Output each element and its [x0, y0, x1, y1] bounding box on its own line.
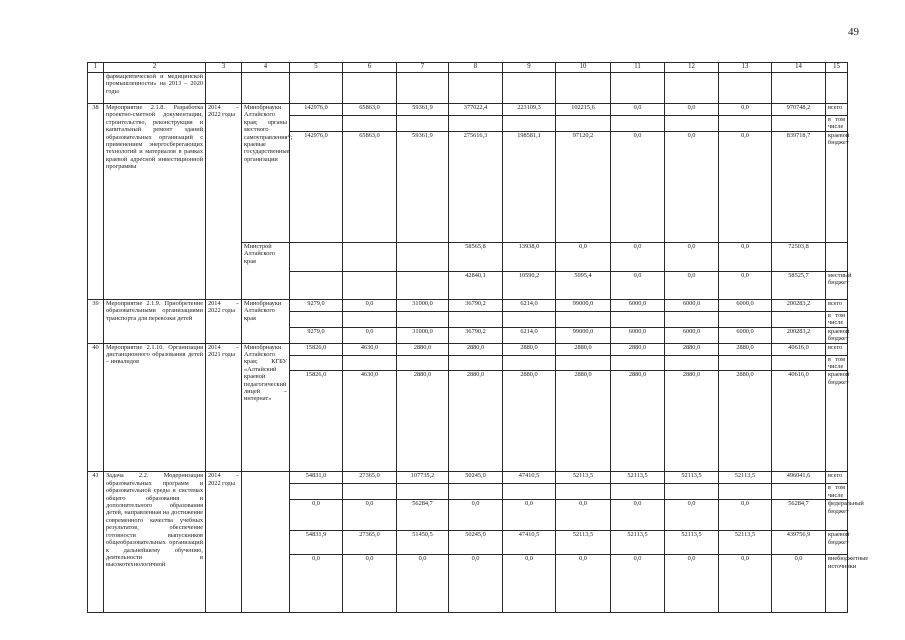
value-cell: 97120,2 — [556, 131, 611, 242]
funding-source: в том числе — [826, 116, 848, 132]
value-cell: 65863,0 — [343, 104, 397, 116]
column-header: 12 — [665, 63, 719, 73]
value-cell: 0,0 — [772, 555, 826, 613]
value-cell — [503, 311, 556, 327]
empty-cell — [826, 73, 848, 104]
value-cell: 13938,0 — [503, 242, 556, 271]
column-header: 13 — [719, 63, 772, 73]
value-cell — [503, 484, 556, 500]
value-cell — [343, 311, 397, 327]
value-cell: 275616,3 — [449, 131, 503, 242]
value-cell: 2880,0 — [665, 343, 719, 355]
value-cell — [397, 484, 449, 500]
value-cell: 0,0 — [343, 327, 397, 343]
value-cell — [719, 116, 772, 132]
value-cell: 0,0 — [665, 271, 719, 299]
row-number: 41 — [88, 472, 104, 613]
value-cell — [343, 484, 397, 500]
value-cell: 839718,7 — [772, 131, 826, 242]
value-cell: 0,0 — [719, 104, 772, 116]
value-cell: 0,0 — [611, 500, 665, 531]
value-cell: 10590,2 — [503, 271, 556, 299]
empty-cell — [242, 73, 290, 104]
value-cell — [556, 311, 611, 327]
period: 2014 – 2022 годы — [206, 472, 242, 613]
value-cell: 0,0 — [449, 500, 503, 531]
continuation-row — [88, 73, 848, 104]
value-cell — [397, 311, 449, 327]
value-cell: 2880,0 — [665, 371, 719, 472]
value-cell: 0,0 — [290, 555, 343, 613]
value-cell — [449, 116, 503, 132]
measure-name: Мероприятие 2.1.9. Приобретение образовательными организациями транспорта для перевозки детей — [104, 299, 206, 343]
value-cell: 59361,9 — [397, 104, 449, 116]
funding-source: федеральный бюджет — [826, 500, 848, 531]
table-row — [88, 104, 848, 116]
value-cell: 0,0 — [611, 104, 665, 116]
value-cell: 2880,0 — [556, 371, 611, 472]
value-cell: 439756,9 — [772, 531, 826, 555]
value-cell: 52113,5 — [665, 472, 719, 484]
empty-cell — [397, 73, 449, 104]
value-cell — [397, 355, 449, 371]
executor: Минобрнауки Алтайского края — [242, 299, 290, 343]
value-cell — [343, 355, 397, 371]
value-cell: 0,0 — [343, 555, 397, 613]
value-cell — [503, 116, 556, 132]
value-cell: 0,0 — [343, 299, 397, 311]
value-cell: 0,0 — [719, 500, 772, 531]
value-cell: 2880,0 — [503, 371, 556, 472]
column-header: 7 — [397, 63, 449, 73]
funding-source: в том числе — [826, 484, 848, 500]
value-cell: 47410,5 — [503, 472, 556, 484]
value-cell: 2880,0 — [611, 343, 665, 355]
value-cell: 377022,4 — [449, 104, 503, 116]
value-cell: 58565,8 — [449, 242, 503, 271]
empty-cell — [665, 73, 719, 104]
value-cell: 5095,4 — [556, 271, 611, 299]
header-row — [88, 63, 848, 73]
column-header: 6 — [343, 63, 397, 73]
value-cell — [665, 311, 719, 327]
value-cell: 58525,7 — [772, 271, 826, 299]
value-cell — [449, 311, 503, 327]
value-cell: 2880,0 — [719, 343, 772, 355]
value-cell: 0,0 — [556, 555, 611, 613]
value-cell: 6214,0 — [503, 299, 556, 311]
value-cell — [556, 116, 611, 132]
budget-table — [87, 62, 869, 613]
measure-name: Задача 2.2. Модернизация образовательных программ и образовательной среды в системах общего образования и дополнительного образования детей, направленная на достижение современного качества учебных результатов, обеспечение готовности выпускников общеобразовательных организаций к дальнейшему обучению, деятельности в высокотехнологичной — [104, 472, 206, 613]
continuation-text: фармацевтической и медицинской промышленности» на 2013 – 2020 годы — [104, 73, 206, 104]
value-cell — [772, 484, 826, 500]
empty-cell — [611, 73, 665, 104]
value-cell: 6000,0 — [719, 299, 772, 311]
table-row — [88, 472, 848, 484]
value-cell: 47410,5 — [503, 531, 556, 555]
value-cell: 52113,5 — [556, 531, 611, 555]
value-cell: 52113,5 — [719, 472, 772, 484]
value-cell: 52113,5 — [719, 531, 772, 555]
value-cell: 198581,1 — [503, 131, 556, 242]
value-cell: 59361,9 — [397, 131, 449, 242]
value-cell: 36790,2 — [449, 327, 503, 343]
value-cell: 2880,0 — [503, 343, 556, 355]
value-cell — [449, 355, 503, 371]
value-cell: 6000,0 — [611, 327, 665, 343]
value-cell — [719, 311, 772, 327]
value-cell — [665, 116, 719, 132]
value-cell: 0,0 — [665, 500, 719, 531]
value-cell: 99000,0 — [556, 327, 611, 343]
value-cell: 54831,0 — [290, 472, 343, 484]
value-cell: 0,0 — [665, 131, 719, 242]
value-cell: 200283,2 — [772, 299, 826, 311]
value-cell: 51450,5 — [397, 531, 449, 555]
value-cell: 102215,6 — [556, 104, 611, 116]
period: 2014 – 2022 годы — [206, 104, 242, 300]
value-cell: 0,0 — [343, 500, 397, 531]
funding-source — [826, 242, 848, 271]
page-number: 49 — [848, 26, 859, 38]
executor — [242, 472, 290, 613]
measure-name: Мероприятие 2.1.8. Разработка проектно-сметной документации, строительство, реконструкция и капитальный ремонт зданий образовательных организаций с применением энергосберегающих технологий и материалов в рамках краевой адресной инвестиционной программы — [104, 104, 206, 300]
value-cell: 0,0 — [397, 555, 449, 613]
value-cell: 2880,0 — [449, 343, 503, 355]
value-cell: 2880,0 — [397, 371, 449, 472]
value-cell: 0,0 — [556, 242, 611, 271]
value-cell: 970748,2 — [772, 104, 826, 116]
value-cell: 6000,0 — [665, 299, 719, 311]
empty-cell — [503, 73, 556, 104]
value-cell: 52113,5 — [611, 472, 665, 484]
value-cell: 31000,0 — [397, 299, 449, 311]
column-header: 4 — [242, 63, 290, 73]
value-cell — [665, 484, 719, 500]
funding-source: местный бюджет — [826, 271, 848, 299]
value-cell — [290, 484, 343, 500]
value-cell: 0,0 — [556, 500, 611, 531]
period: 2014 – 2021 годы — [206, 343, 242, 472]
value-cell: 2880,0 — [719, 371, 772, 472]
empty-cell — [556, 73, 611, 104]
value-cell: 0,0 — [611, 271, 665, 299]
column-header: 8 — [449, 63, 503, 73]
funding-source: всего — [826, 104, 848, 116]
funding-source: всего — [826, 343, 848, 355]
value-cell: 15826,0 — [290, 371, 343, 472]
column-header: 15 — [826, 63, 848, 73]
value-cell: 15826,0 — [290, 343, 343, 355]
value-cell — [665, 355, 719, 371]
value-cell: 0,0 — [665, 555, 719, 613]
value-cell: 0,0 — [611, 242, 665, 271]
value-cell: 0,0 — [719, 242, 772, 271]
executor: Минобрнауки Алтайского края; органы местного самоуправления*; краевые государственные организации — [242, 104, 290, 243]
funding-source: краевой бюджет — [826, 327, 848, 343]
value-cell: 0,0 — [503, 555, 556, 613]
column-header: 10 — [556, 63, 611, 73]
value-cell: 6000,0 — [611, 299, 665, 311]
value-cell: 0,0 — [665, 242, 719, 271]
funding-source: краевой бюджет — [826, 531, 848, 555]
value-cell: 27365,0 — [343, 472, 397, 484]
value-cell: 142976,0 — [290, 104, 343, 116]
value-cell — [343, 116, 397, 132]
value-cell: 27365,0 — [343, 531, 397, 555]
value-cell: 2880,0 — [397, 343, 449, 355]
row-number: 40 — [88, 343, 104, 472]
value-cell: 107735,2 — [397, 472, 449, 484]
value-cell: 40616,0 — [772, 343, 826, 355]
empty-cell — [772, 73, 826, 104]
value-cell: 4630,0 — [343, 371, 397, 472]
value-cell: 36790,2 — [449, 299, 503, 311]
empty-cell — [719, 73, 772, 104]
value-cell — [290, 116, 343, 132]
value-cell — [343, 242, 397, 271]
value-cell — [611, 355, 665, 371]
value-cell — [719, 355, 772, 371]
value-cell — [397, 242, 449, 271]
empty-cell — [206, 73, 242, 104]
value-cell — [397, 271, 449, 299]
value-cell: 2880,0 — [556, 343, 611, 355]
executor: Минобрнауки Алтайского края; КГБУ «Алтайский краевой педагогический лицей – интернат» — [242, 343, 290, 472]
row-number: 39 — [88, 299, 104, 343]
value-cell: 0,0 — [665, 104, 719, 116]
empty-cell — [343, 73, 397, 104]
value-cell: 50245,0 — [449, 472, 503, 484]
value-cell: 52113,5 — [665, 531, 719, 555]
value-cell: 0,0 — [719, 271, 772, 299]
value-cell — [290, 271, 343, 299]
column-header: 9 — [503, 63, 556, 73]
table-row — [88, 299, 848, 311]
value-cell: 31000,0 — [397, 327, 449, 343]
value-cell — [290, 311, 343, 327]
column-header: 5 — [290, 63, 343, 73]
value-cell: 0,0 — [611, 131, 665, 242]
value-cell: 2880,0 — [611, 371, 665, 472]
value-cell: 0,0 — [503, 500, 556, 531]
value-cell: 42840,1 — [449, 271, 503, 299]
executor-secondary: Минстрой Алтайского края — [242, 242, 290, 299]
value-cell: 6000,0 — [665, 327, 719, 343]
period: 2014 – 2022 годы — [206, 299, 242, 343]
funding-source: краевой бюджет — [826, 131, 848, 242]
value-cell: 4630,0 — [343, 343, 397, 355]
value-cell: 56284,7 — [772, 500, 826, 531]
value-cell: 0,0 — [611, 555, 665, 613]
value-cell — [290, 355, 343, 371]
empty-cell — [88, 73, 104, 104]
value-cell — [556, 484, 611, 500]
value-cell — [503, 355, 556, 371]
value-cell — [611, 484, 665, 500]
row-number: 38 — [88, 104, 104, 300]
value-cell — [611, 116, 665, 132]
value-cell: 142976,0 — [290, 131, 343, 242]
column-header: 1 — [88, 63, 104, 73]
value-cell — [556, 355, 611, 371]
value-cell: 40616,0 — [772, 371, 826, 472]
value-cell — [772, 311, 826, 327]
empty-cell — [290, 73, 343, 104]
value-cell: 9279,0 — [290, 299, 343, 311]
column-header: 11 — [611, 63, 665, 73]
value-cell: 65863,0 — [343, 131, 397, 242]
value-cell — [719, 484, 772, 500]
value-cell: 6000,0 — [719, 327, 772, 343]
value-cell: 0,0 — [290, 500, 343, 531]
value-cell — [290, 242, 343, 271]
value-cell: 2880,0 — [449, 371, 503, 472]
value-cell — [772, 355, 826, 371]
value-cell: 52113,5 — [556, 472, 611, 484]
funding-source: краевой бюджет — [826, 371, 848, 472]
value-cell: 50245,0 — [449, 531, 503, 555]
column-header: 14 — [772, 63, 826, 73]
value-cell: 56284,7 — [397, 500, 449, 531]
value-cell: 54831,9 — [290, 531, 343, 555]
column-header: 3 — [206, 63, 242, 73]
value-cell — [449, 484, 503, 500]
value-cell — [397, 116, 449, 132]
value-cell: 0,0 — [719, 555, 772, 613]
table-row — [88, 343, 848, 355]
value-cell — [343, 271, 397, 299]
column-header: 2 — [104, 63, 206, 73]
value-cell: 0,0 — [449, 555, 503, 613]
funding-source: внебюджетные источники — [826, 555, 848, 613]
value-cell — [611, 311, 665, 327]
measure-name: Мероприятие 2.1.10. Организация дистанционного образования детей – инвалидов — [104, 343, 206, 472]
value-cell: 223109,3 — [503, 104, 556, 116]
value-cell: 496041,6 — [772, 472, 826, 484]
value-cell: 6214,0 — [503, 327, 556, 343]
value-cell — [772, 116, 826, 132]
funding-source: всего — [826, 299, 848, 311]
funding-source: в том числе — [826, 311, 848, 327]
value-cell: 9279,0 — [290, 327, 343, 343]
funding-source: в том числе — [826, 355, 848, 371]
value-cell: 52113,5 — [611, 531, 665, 555]
value-cell: 72503,8 — [772, 242, 826, 271]
value-cell: 0,0 — [719, 131, 772, 242]
value-cell: 200283,2 — [772, 327, 826, 343]
value-cell: 99000,0 — [556, 299, 611, 311]
empty-cell — [449, 73, 503, 104]
funding-source: всего — [826, 472, 848, 484]
